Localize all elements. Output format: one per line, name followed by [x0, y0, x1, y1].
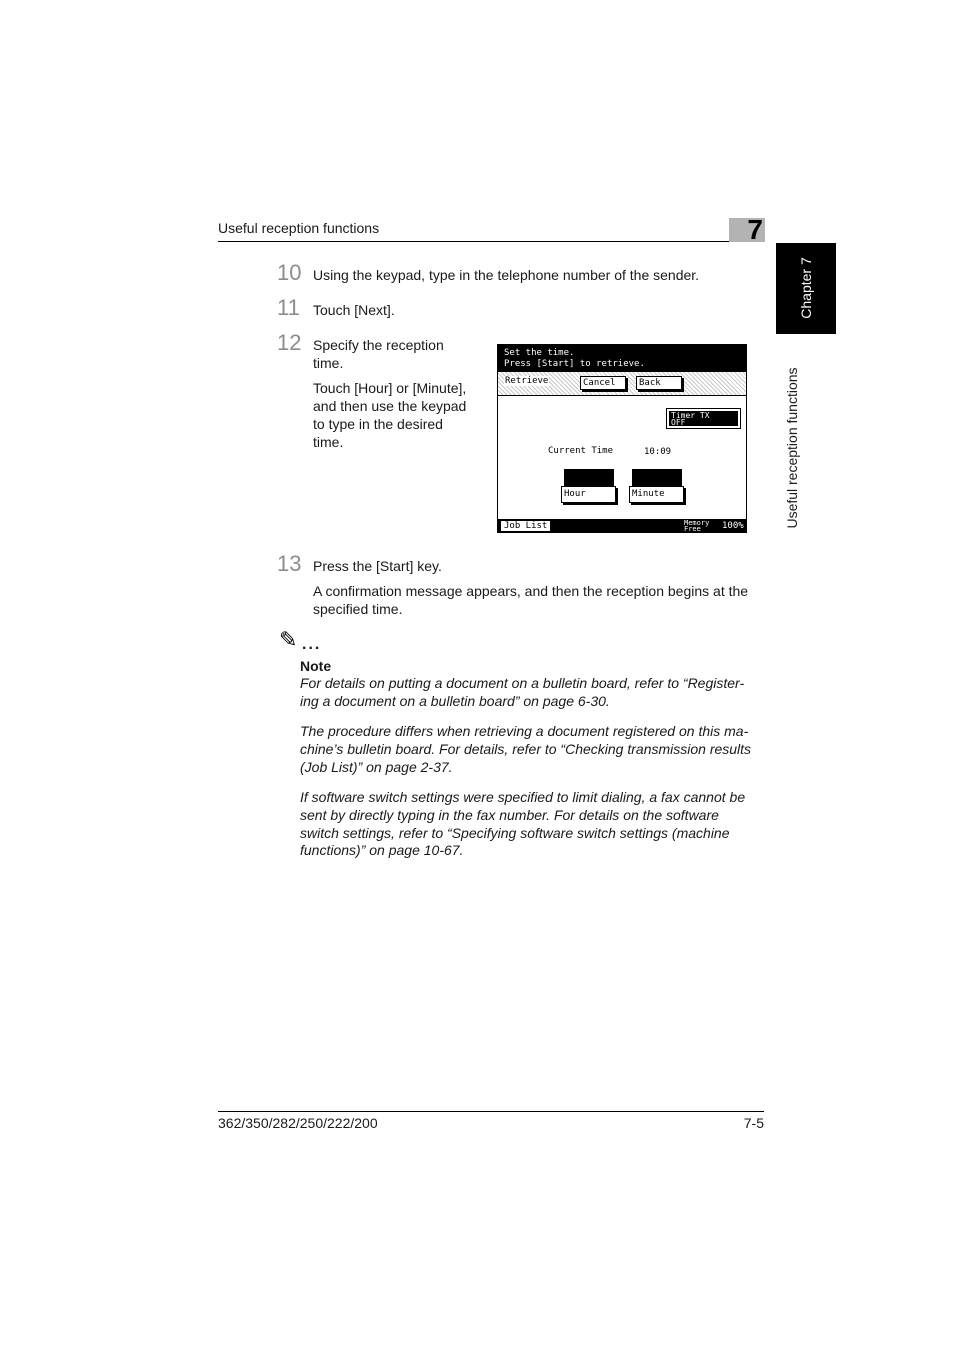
memory-free-label: Memory Free — [684, 519, 710, 533]
running-header-title: Useful reception functions — [218, 220, 380, 236]
step-text: Specify the reception time. — [313, 337, 444, 371]
job-list-button[interactable]: Job List — [500, 520, 551, 532]
back-button[interactable]: Back — [636, 376, 682, 390]
screen-mode-label: Retrieve — [505, 376, 549, 386]
hour-button[interactable]: Hour — [561, 486, 616, 503]
note-paragraph: If software switch settings were specified to limit dialing, a fax cannot be sent by directly typing in the fax number. For details on the software switch settings, refer to “Specifying software switch settings (machine functions)” on page 10-67. — [300, 789, 746, 859]
header-rule — [218, 241, 764, 242]
side-tab-chapter-label: Chapter 7 — [798, 257, 814, 319]
footer-model-numbers: 362/350/282/250/222/200 — [218, 1115, 378, 1131]
screen-prompt-line: Set the time. — [504, 348, 575, 358]
side-tab-section-label: Useful reception functions — [784, 367, 800, 529]
step-text: Using the keypad, type in the telephone number of the sender. — [313, 267, 700, 283]
memory-free-value: 100% — [722, 521, 744, 531]
hour-input-field[interactable] — [564, 469, 614, 486]
minute-button[interactable]: Minute — [629, 486, 684, 503]
screen-divider — [498, 395, 746, 396]
screen-prompt-line: Press [Start] to retrieve. — [504, 359, 645, 369]
note-paragraph: The procedure differs when retrieving a document registered on this ma- chine’s bulletin board. For details, refer to “Checking transmission results (Job List)” on page 2-37. — [300, 723, 752, 775]
chapter-number: 7 — [747, 214, 763, 245]
note-dots: ... — [302, 636, 322, 653]
cancel-button[interactable]: Cancel — [580, 376, 626, 390]
step-detail: A confirmation message appears, and then the reception begins at the specified time. — [313, 583, 749, 617]
current-time-value: 10:09 — [644, 447, 672, 457]
minute-input-field[interactable] — [632, 469, 682, 486]
step-text: Touch [Next]. — [313, 302, 395, 318]
control-panel-screen — [497, 344, 747, 533]
timer-tx-button[interactable]: Timer TX OFF — [667, 409, 740, 428]
note-heading: Note — [300, 658, 332, 674]
step-number: 11 — [277, 295, 300, 320]
step-text: Press the [Start] key. — [313, 558, 442, 574]
pencil-note-icon: ✎ — [279, 627, 298, 652]
footer-page-number: 7-5 — [743, 1115, 764, 1131]
step-detail: Touch [Hour] or [Minute], and then use the keypad to type in the desired time. — [313, 380, 467, 450]
step-number: 12 — [277, 330, 302, 355]
step-number: 13 — [277, 551, 302, 576]
current-time-label: Current Time — [548, 446, 614, 456]
note-paragraph: For details on putting a document on a bulletin board, refer to “Register- ing a document on a bulletin board” on page 6-30. — [300, 675, 745, 709]
step-number: 10 — [277, 260, 302, 285]
footer-rule — [218, 1111, 764, 1112]
screen-message-bar — [498, 345, 746, 372]
